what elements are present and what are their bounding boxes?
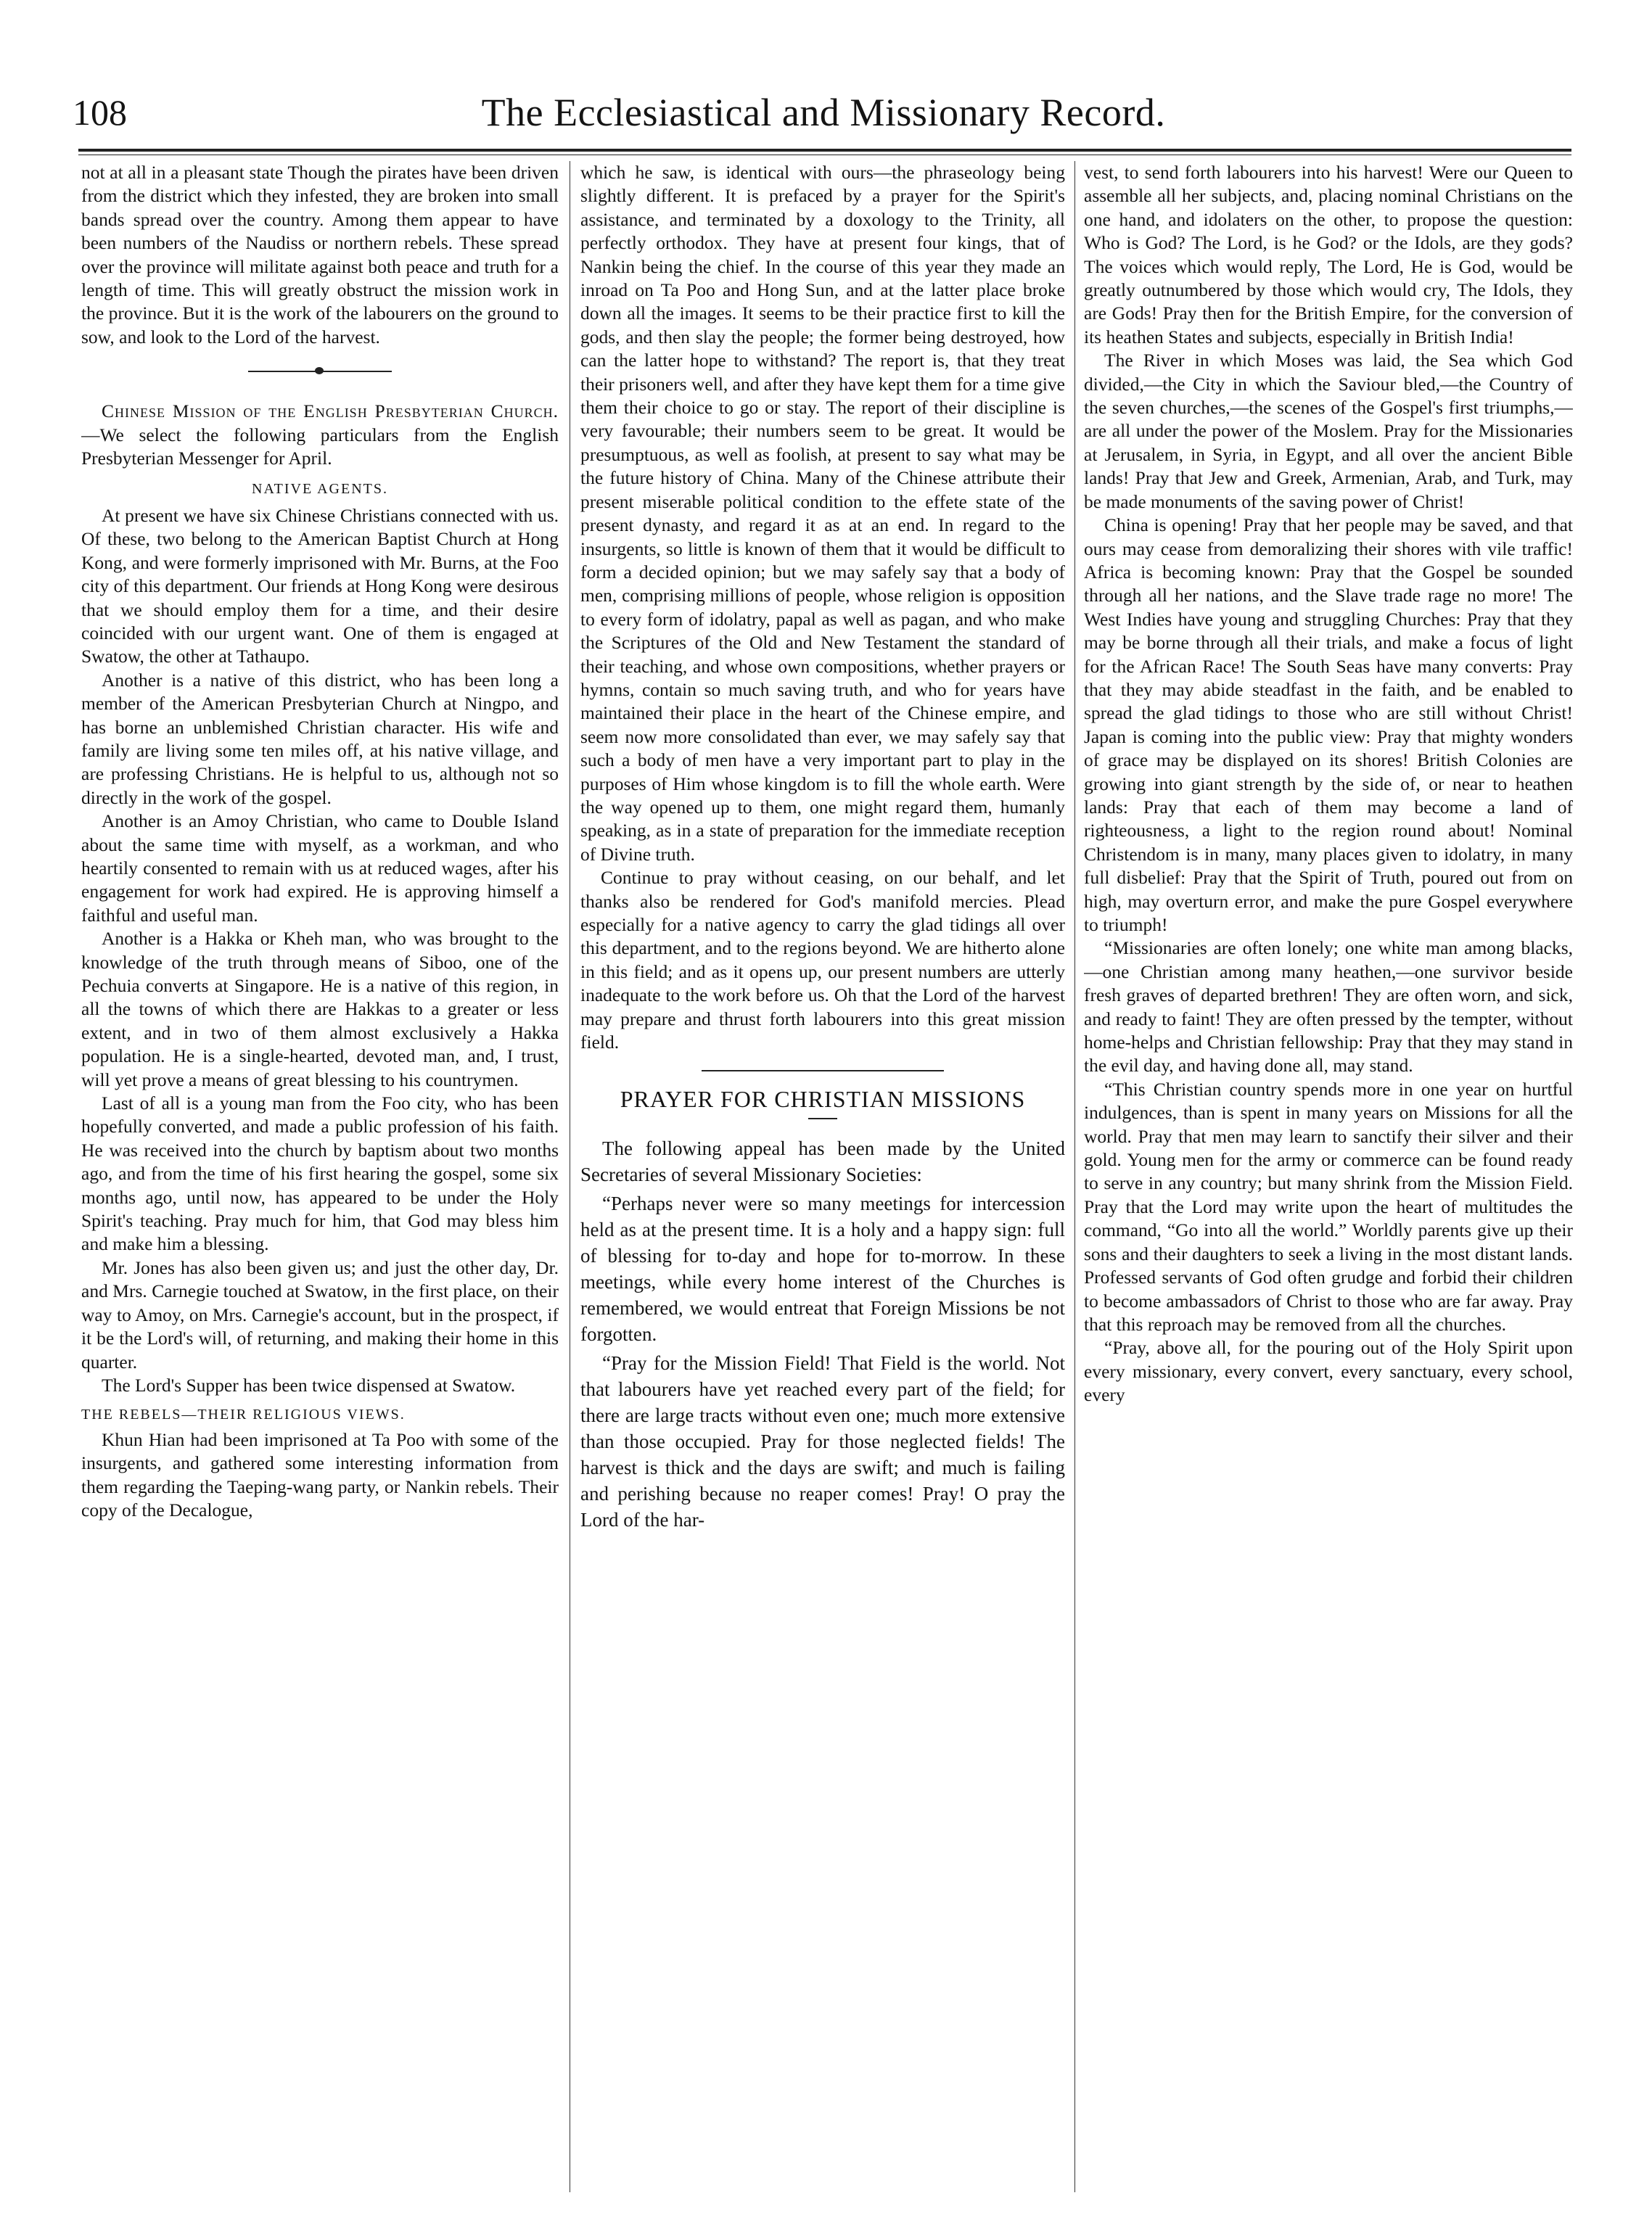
paragraph: China is opening! Pray that her people may be saved, and that ours may cease from demoralizing their shores with vile traffic! Africa is becoming known: Pray that the Gospel be sounded through all her nations, and the Slave trade rage no more! The West Indies have young and struggling Churches: Pray that they may be borne through all their trials, and make a focus of light for the African Race! The South Seas have many converts: Pray that they may abide steadfast in the faith, and be enabled to spread the glad tidings to those who are still without Christ! Japan is coming into the public view: Pray that mighty wonders of grace may be displayed on its shores! British Colonies are growing into giant strength by the side of, or near to heathen lands: Pray that each of them may become a land of righteousness, a light to the region round about! Nominal Christendom is in many, many places given to idolatry, in many full disbelief: Pray that the Spirit of Truth, poured out from on high, may overturn error, and make the pure Gospel everywhere to triumph! (1084, 514, 1573, 935)
column-divider (1074, 161, 1075, 2192)
paragraph: “Pray for the Mission Field! That Field is the world. Not that labourers have yet reached every part of the field; for there are large tracts without even one; much more extensive than those occupied. Pray for those neglected fields! The harvest is thick and the days are swift; and much is failing and perishing because no reaper comes! Pray! O pray the Lord of the har- (580, 1352, 1065, 1531)
paragraph: The Lord's Supper has been twice dispensed at Swatow. (102, 1374, 516, 1396)
paragraph: Mr. Jones has also been given us; and just the other day, Dr. and Mrs. Carnegie touched at Swatow, in the first place, on their way to Amoy, on Mrs. Carnegie's account, but in the prospect, if it be the Lord's will, of returning, and making their home in this quarter. (81, 1256, 559, 1373)
paragraph: At present we have six Chinese Christians connected with us. Of these, two belong to the American Baptist Church at Hong Kong, and were formerly imprisoned with Mr. Burns, at the Foo city of this department. Our friends at Hong Kong were desirous that we should employ them for a time, and their desire coincided with our urgent want. One of them is engaged at Swatow, the other at Tathaupo. (81, 504, 559, 667)
page-number: 108 (73, 92, 127, 133)
page-header (73, 87, 1574, 145)
paragraph: “This Christian country spends more in one year on hurtful indulgences, than is spent in many years on Missions for all the world. Pray that men may learn to sanctify their silver and their gold. Young men for the army or commerce can be found ready to serve in any country; but many shrink from the Mission Field. Pray that the Lord may write upon the heart of multitudes the command, “Go into all the world.” Worldly parents give up their sons and their daughters to seek a living in the most distant lands. Professed servants of God often grudge and forbid their children to become ambassadors of Christ to those who are far away. Pray that this reproach may be removed from all the churches. (1084, 1078, 1573, 1335)
article-heading: Chinese Mission of the English Presbyterian Church. (102, 400, 559, 422)
paragraph: Continue to pray without ceasing, on our behalf, and let thanks also be rendered for God's manifold mercies. Plead especially for a native agency to carry the glad tidings all over this department, and to the regions beyond. We are hitherto alone in this field; and as it opens up, our present numbers are utterly inadequate to the work before us. Oh that the Lord of the harvest may prepare and thrust forth labourers into this great mission field. (580, 867, 1065, 1053)
section-rule (702, 1070, 944, 1071)
paragraph: Khun Hian had been imprisoned at Ta Poo with some of the insurgents, and gathered some interesting information from them regarding the Taeping-wang party, or Nankin rebels. Their copy of the Decalogue, (81, 1428, 559, 1520)
paragraph: The River in which Moses was laid, the Sea which God divided,—the City in which the Saviour bled,—the Country of the seven churches,—the scenes of the Gospel's first triumphs,—are all under the power of the Moslem. Pray for the Missionaries at Jerusalem, in Syria, in Egypt, and all over the ancient Bible lands! Pray that Jew and Greek, Armenian, Arab, and Turk, may be made monuments of the saving power of Christ! (1084, 350, 1573, 512)
paragraph: The following appeal has been made by the United Secretaries of several Missionary Societies: (580, 1137, 1065, 1186)
paragraph: Another is a Hakka or Kheh man, who was brought to the knowledge of the truth through means of Siboo, one of the Pechuia converts at Singapore. He is a native of this region, in all the towns of which there are Hakkas to a greater or less extent, and in two of them almost exclusively a Hakka population. He is a single-hearted, devoted man, and, I trust, will yet prove a means of great blessing to his countrymen. (81, 928, 559, 1090)
paragraph: “Perhaps never were so many meetings for intercession held as at the present time. It is a holy and a happy sign: full of blessing for to-day and hope for to-morrow. In these meetings, while every home interest of the Churches is remembered, we would entreat that Foreign Missions be not forgotten. (580, 1193, 1065, 1346)
appeal-body (580, 1135, 1065, 1533)
article-intro-text: —We select the following particulars from the English Presbyterian Messenger for April. (81, 424, 559, 469)
section-ornament (81, 356, 559, 385)
column-3 (1084, 161, 1573, 2192)
paragraph: not at all in a pleasant state Though the pirates have been driven from the district which they infested, they are broken into small bands spread over the country. Among them appear to have been numbers of the Naudiss or northern rebels. These spread over the province will militate against both peace and truth for a length of time. This will greatly obstruct the mission work in the province. But it is the work of the labourers on the ground to sow, and look to the Lord of the harvest. (81, 162, 559, 347)
subheading-native-agents: NATIVE AGENTS. (252, 481, 388, 498)
article-intro (81, 400, 559, 470)
paragraph: Another is a native of this district, who has been long a member of the American Presbyterian Church at Ningpo, and has borne an unblemished Christian character. His wife and family are living some ten miles off, at his native village, and are professing Christians. He is helpful to us, although not so directly in the work of the gospel. (81, 669, 559, 808)
header-rule (78, 149, 1571, 152)
paragraph: “Pray, above all, for the pouring out of the Holy Spirit upon every missionary, every convert, every sanctuary, every school, every (1084, 1337, 1573, 1406)
paragraph: vest, to send forth labourers into his harvest! Were our Queen to assemble all her subjects, and, placing nominal Christians on the one hand, and idolaters on the other, to propose the question: Who is God? The Lord, is he God? or the Idols, are they gods? The voices which would reply, The Lord, He is God, would be greatly outnumbered by those which would cry, The Idols, they are Gods! Pray then for the British Empire, for the conversion of its heathen States and subjects, especially in British India! (1084, 162, 1573, 347)
paragraph: which he saw, is identical with ours—the phraseology being slightly different. It is prefaced by a prayer for the Spirit's assistance, and terminated by a doxology to the Trinity, all perfectly orthodox. They have at present four kings, that of Nankin being the chief. In the course of this year they made an inroad on Ta Poo and Hong Sun, and at the latter place broke down all the images. It seems to be their practice first to kill the gods, and then slay the people; the former being destroyed, how can the latter hope to withstand? The report is, that they treat their prisoners well, and after they have kept them for a time give them their choice to go or stay. The report of their discipline is very favourable; their numbers seem to be great. It would be presumptuous, as well as foolish, at present to say what may be the future history of China. Many of the Chinese attribute their present miserable political condition to the effete state of the present dynasty, and regard it as at an end. In regard to the insurgents, so little is known of them that it would be difficult to form a decided opinion; but we may safely say that a body of men, comprising millions of people, whose religion is opposition to every form of idolatry, papal as well as pagan, and who make the Scriptures of the Old and New Testament the standard of their teaching, and whose own compositions, whether prayers or hymns, contain so much saving truth, and who for years have maintained their place in the heart of the Chinese empire, and seem now more consolidated than ever, we may safely say that such a body of men have a very important part to play in the purposes of Him whose kingdom is to fill the whole earth. Were the way opened up to them, one might regard them, humanly speaking, as in a state of preparation for the immediate reception of Divine truth. (580, 162, 1065, 865)
title-dash (808, 1118, 837, 1119)
paragraph: Another is an Amoy Christian, who came to Double Island about the same time with myself, as a workman, and who heartily consented to remain with us at reduced wages, after his engagement for work had expired. He is approving himself a faithful and useful man. (81, 810, 559, 926)
column-2 (580, 161, 1065, 2192)
running-title: The Ecclesiastical and Missionary Record. (481, 91, 1166, 134)
article-title-prayer: PRAYER FOR CHRISTIAN MISSIONS (620, 1086, 1026, 1113)
paragraph: “Missionaries are often lonely; one white man among blacks,—one Christian among many heathen,—one survivor beside fresh graves of departed brethren! They are often worn, and sick, and ready to faint! They are often pressed by the tempter, without home-helps and Christian fellowship: Pray that they may stand in the evil day, and having done all, may stand. (1084, 937, 1573, 1077)
paragraph: Last of all is a young man from the Foo city, who has been hopefully converted, and made a public profession of his faith. He was received into the church by baptism about two months ago, and from the time of his first hearing the gospel, some six months ago, until now, has appeared to be under the Holy Spirit's teaching. Pray much for him, that God may bless him and make him a blessing. (81, 1092, 559, 1255)
subheading-rebels: THE REBELS—THEIR RELIGIOUS VIEWS. (81, 1407, 406, 1423)
column-1 (81, 161, 559, 2192)
